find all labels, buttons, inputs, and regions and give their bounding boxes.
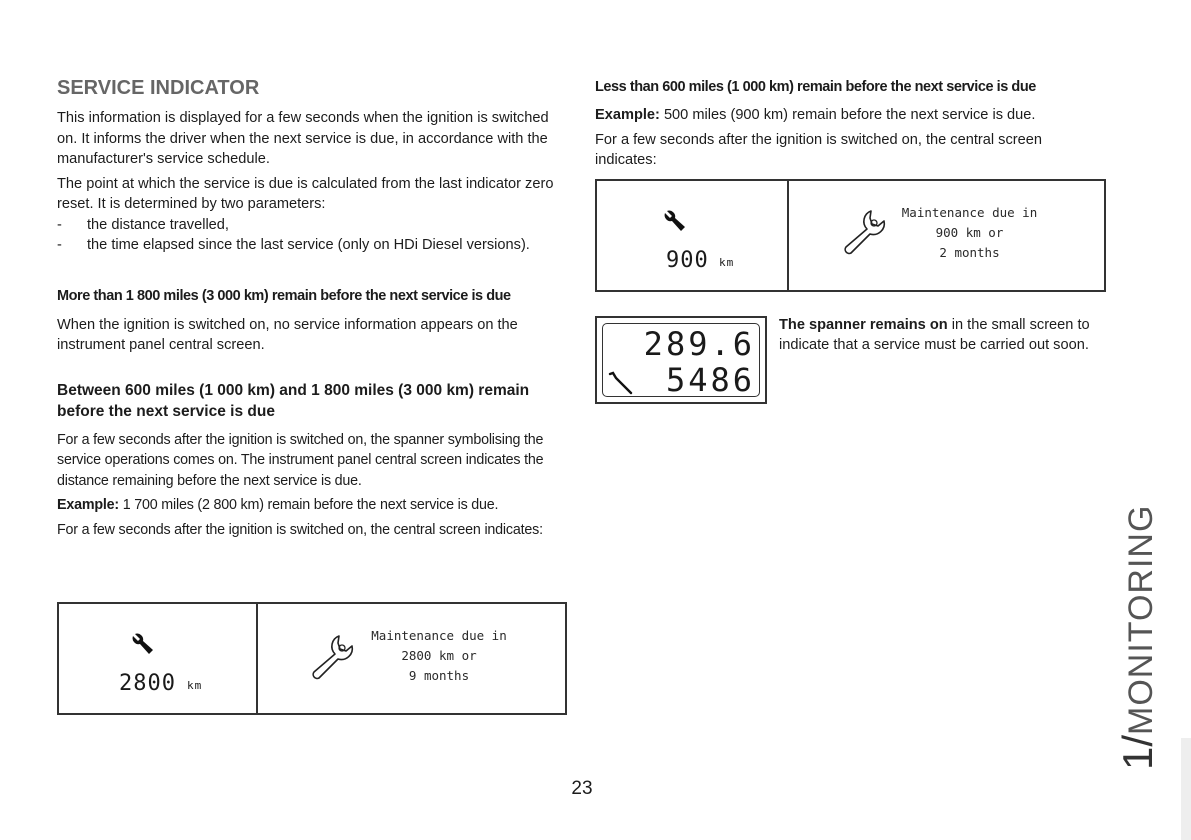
central-screen-note: For a few seconds after the ignition is switched on, the central screen indicates: — [595, 131, 1042, 168]
page-number: 23 — [571, 778, 593, 799]
example-text: 500 miles (900 km) remain before the next service is due. — [659, 107, 1036, 123]
bullet-dash: - — [57, 237, 62, 253]
maintenance-line-3: 2 months — [939, 245, 1000, 260]
central-screen-illustration — [57, 602, 567, 715]
spanner-icon — [131, 632, 155, 656]
spanner-icon — [663, 209, 687, 233]
list-item — [57, 215, 569, 236]
wrench-outline-icon — [309, 632, 355, 680]
distance-value: 900 — [666, 248, 709, 273]
example-text: 1 700 miles (2 800 km) remain before the next service is due. — [118, 497, 499, 513]
section-heading-more-than-1800: More than 1 800 miles (3 000 km) remain before the next service is due — [57, 287, 511, 304]
right-column — [595, 76, 1107, 171]
maintenance-line-1: Maintenance due in — [371, 628, 507, 643]
section-heading-between: Between 600 miles (1 000 km) and 1 800 miles (3 000 km) remain before the next service is due — [57, 381, 530, 420]
distance-unit: km — [187, 679, 203, 692]
section-text-more-than-1800: When the ignition is switched on, no service information appears on the instrument panel central screen. — [57, 316, 518, 353]
list-item — [57, 235, 569, 256]
section-heading-less-than-600: Less than 600 miles (1 000 km) remain before the next service is due — [595, 79, 1036, 95]
chapter-number: 1/ — [1114, 734, 1161, 770]
spanner-remains-bold: The spanner remains on — [779, 317, 948, 333]
side-tab-bar — [1181, 738, 1191, 840]
intro-paragraph-1: This information is displayed for a few seconds when the ignition is switched on. It informs the driver when the next service is due, in accordance with the manufacturer's service schedule. — [57, 110, 549, 167]
trip-value: 289.6 — [643, 325, 755, 363]
list-item-text: the distance travelled, — [87, 216, 229, 233]
spanner-icon — [607, 370, 633, 396]
distance-value: 2800 — [119, 671, 176, 696]
distance-unit: km — [719, 256, 735, 269]
page-title: SERVICE INDICATOR — [57, 77, 260, 99]
spanner-remains-rest: in the small screen to indicate that a service must be carried out soon. — [779, 317, 1090, 353]
spanner-remains-text — [779, 315, 1109, 355]
example-less-than-600 — [595, 105, 1107, 126]
odometer-value: 5486 — [665, 361, 755, 399]
bullet-dash: - — [57, 216, 62, 233]
section-text-between: For a few seconds after the ignition is switched on, the spanner symbolising the service operations comes on. The instrument panel central screen indicates the distance remaining before the next service is due. — [57, 431, 544, 489]
central-screen-illustration — [595, 179, 1106, 292]
example-label: Example: — [57, 497, 119, 513]
maintenance-line-1: Maintenance due in — [901, 205, 1038, 220]
small-screen-illustration — [595, 316, 767, 404]
chapter-side-label — [1114, 400, 1178, 770]
central-screen-note: For a few seconds after the ignition is switched on, the central screen indicates: — [57, 521, 543, 538]
example-label: Example: — [595, 107, 660, 123]
maintenance-line-3: 9 months — [408, 668, 470, 683]
maintenance-line-2: 2800 km or — [401, 648, 477, 663]
left-column — [57, 76, 569, 540]
example-between — [57, 495, 569, 516]
wrench-outline-icon — [841, 207, 887, 255]
list-item-text: the time elapsed since the last service (only on HDi Diesel versions). — [87, 237, 530, 253]
lcd-frame — [602, 323, 760, 397]
intro-paragraph-2: The point at which the service is due is calculated from the last indicator zero reset. It is determined by two parameters: — [57, 175, 554, 212]
chapter-word: MONITORING — [1122, 504, 1160, 735]
maintenance-line-2: 900 km or — [935, 225, 1004, 240]
